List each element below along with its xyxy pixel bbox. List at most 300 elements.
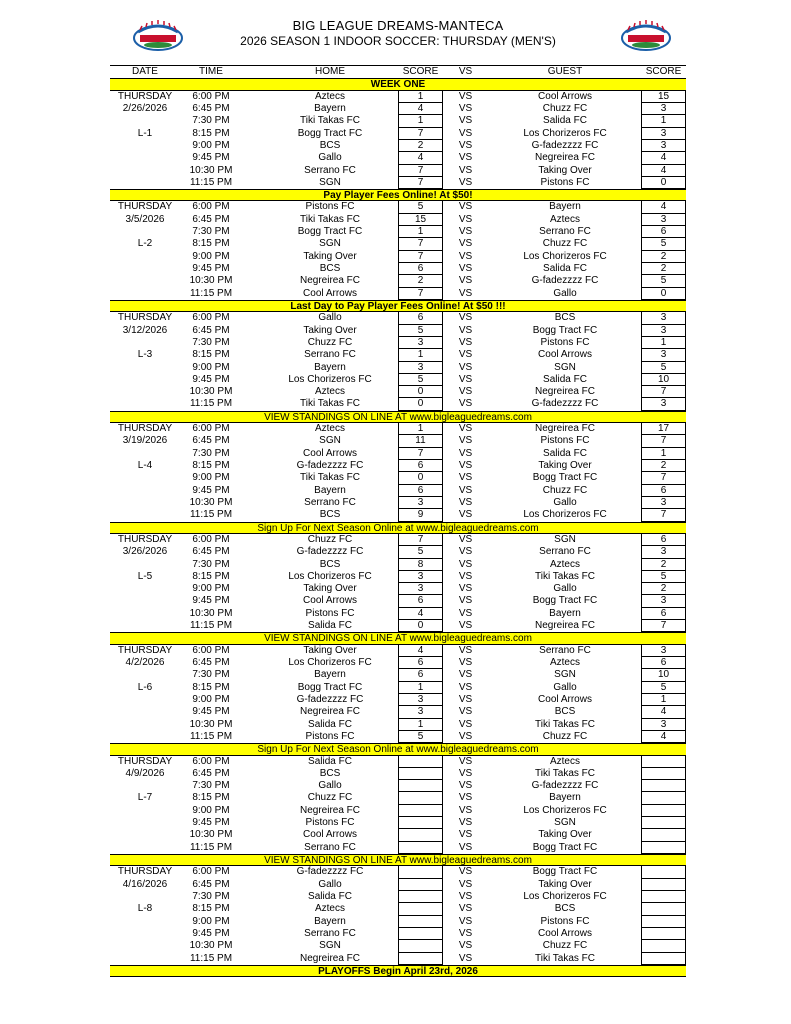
- game-row: [110, 559, 686, 571]
- home-team: Bayern: [314, 915, 346, 927]
- guest-team: Bayern: [549, 607, 581, 619]
- guest-score-box: 3: [641, 128, 686, 140]
- guest-score-box: 6: [641, 608, 686, 620]
- game-row: [110, 669, 686, 681]
- home-team: Salida FC: [308, 890, 352, 902]
- page-subtitle: 2026 SEASON 1 INDOOR SOCCER: THURSDAY (MEN'S): [240, 34, 556, 48]
- guest-score-box: 3: [641, 546, 686, 558]
- guest-score-box: [641, 953, 686, 965]
- vs-label: VS: [458, 841, 473, 853]
- home-team: Negreirea FC: [299, 804, 361, 816]
- guest-team: Pistons FC: [540, 176, 590, 188]
- game-row: [110, 325, 686, 337]
- guest-score-box: 17: [641, 423, 686, 435]
- announcement-banner: Pay Player Fees Online! At $50!: [110, 189, 686, 201]
- home-score-box: 5: [398, 731, 443, 743]
- home-team: Los Chorizeros FC: [288, 373, 372, 385]
- week-block: [110, 423, 686, 534]
- col-guest-score-header: SCORE: [645, 66, 682, 77]
- game-row: [110, 534, 686, 546]
- game-time: 6:45 PM: [192, 878, 230, 890]
- vs-label: VS: [458, 693, 473, 705]
- home-team: Tiki Takas FC: [299, 213, 360, 225]
- game-time: 10:30 PM: [189, 496, 233, 508]
- guest-score-box: [641, 756, 686, 768]
- home-team: Chuzz FC: [307, 533, 353, 545]
- home-score-box: 5: [398, 374, 443, 386]
- game-day: THURSDAY: [117, 312, 173, 324]
- guest-team: Taking Over: [538, 164, 592, 176]
- week-block: [110, 91, 686, 202]
- guest-score-box: 2: [641, 460, 686, 472]
- column-header-row: [110, 65, 686, 78]
- home-score-box: 6: [398, 657, 443, 669]
- vs-label: VS: [458, 669, 473, 681]
- game-time: 6:45 PM: [192, 102, 230, 114]
- announcement-banner: Last Day to Pay Player Fees Online! At $50 !!!: [110, 300, 686, 312]
- guest-team: Tiki Takas FC: [534, 718, 595, 730]
- vs-label: VS: [458, 90, 473, 102]
- game-row: [110, 719, 686, 731]
- game-row: [110, 423, 686, 435]
- vs-label: VS: [458, 718, 473, 730]
- game-row: [110, 694, 686, 706]
- game-row: [110, 275, 686, 287]
- game-time: 11:15 PM: [189, 176, 233, 188]
- guest-score-box: [641, 780, 686, 792]
- home-team: Chuzz FC: [307, 792, 353, 804]
- game-date: 4/9/2026: [125, 767, 165, 779]
- home-team: Bogg Tract FC: [297, 226, 363, 238]
- home-team: G-fadezzzz FC: [296, 546, 364, 558]
- guest-score-box: 3: [641, 595, 686, 607]
- vs-label: VS: [458, 238, 473, 250]
- game-row: [110, 362, 686, 374]
- home-team: Tiki Takas FC: [299, 115, 360, 127]
- guest-team: Bogg Tract FC: [532, 324, 598, 336]
- game-time: 6:00 PM: [192, 201, 230, 213]
- game-time: 6:00 PM: [192, 866, 230, 878]
- home-team: Bayern: [314, 669, 346, 681]
- home-score-box: [398, 842, 443, 854]
- week-label: L-3: [137, 349, 153, 361]
- game-row: [110, 448, 686, 460]
- home-team: Negreirea FC: [299, 275, 361, 287]
- game-row: [110, 152, 686, 164]
- game-time: 8:15 PM: [192, 127, 230, 139]
- home-team: SGN: [319, 238, 341, 250]
- guest-score-box: 1: [641, 694, 686, 706]
- home-team: Aztecs: [314, 423, 345, 435]
- home-score-box: 11: [398, 435, 443, 447]
- game-time: 6:45 PM: [192, 435, 230, 447]
- game-time: 8:15 PM: [192, 903, 230, 915]
- home-team: G-fadezzzz FC: [296, 866, 364, 878]
- home-score-box: 4: [398, 103, 443, 115]
- guest-score-box: 3: [641, 645, 686, 657]
- game-time: 9:00 PM: [192, 361, 230, 373]
- weeks-container: [110, 91, 686, 978]
- guest-score-box: 6: [641, 534, 686, 546]
- schedule-table: [110, 65, 686, 977]
- home-team: G-fadezzzz FC: [296, 460, 364, 471]
- game-row: [110, 891, 686, 903]
- vs-label: VS: [458, 164, 473, 176]
- game-time: 10:30 PM: [189, 386, 233, 398]
- home-team: Gallo: [318, 780, 342, 792]
- home-score-box: [398, 829, 443, 841]
- vs-label: VS: [458, 115, 473, 127]
- game-row: [110, 953, 686, 965]
- game-time: 9:45 PM: [192, 927, 230, 939]
- home-score-box: 15: [398, 214, 443, 226]
- game-time: 9:00 PM: [192, 583, 230, 595]
- guest-team: Negreirea FC: [534, 152, 596, 164]
- game-time: 6:00 PM: [192, 755, 230, 767]
- home-score-box: [398, 792, 443, 804]
- home-score-box: 5: [398, 325, 443, 337]
- guest-score-box: 2: [641, 583, 686, 595]
- game-time: 11:15 PM: [189, 398, 233, 410]
- home-team: Gallo: [318, 152, 342, 164]
- game-time: 9:00 PM: [192, 804, 230, 816]
- home-team: Serrano FC: [304, 841, 356, 853]
- home-score-box: [398, 940, 443, 952]
- game-time: 10:30 PM: [189, 940, 233, 952]
- game-row: [110, 165, 686, 177]
- game-row: [110, 768, 686, 780]
- vs-label: VS: [458, 792, 473, 804]
- guest-team: Gallo: [553, 287, 577, 299]
- col-vs-header: VS: [458, 66, 473, 77]
- guest-team: Tiki Takas FC: [534, 767, 595, 779]
- home-score-box: 0: [398, 386, 443, 398]
- vs-label: VS: [458, 927, 473, 939]
- game-time: 7:30 PM: [192, 780, 230, 792]
- game-row: [110, 571, 686, 583]
- guest-team: Taking Over: [538, 829, 592, 841]
- game-row: [110, 879, 686, 891]
- guest-score-box: 3: [641, 349, 686, 361]
- guest-team: Salida FC: [543, 373, 587, 385]
- week-block: [110, 756, 686, 867]
- game-row: [110, 497, 686, 509]
- vs-label: VS: [458, 509, 473, 521]
- home-score-box: 7: [398, 177, 443, 189]
- game-time: 11:15 PM: [189, 952, 233, 964]
- week-label: L-4: [137, 460, 153, 471]
- guest-team: Salida FC: [543, 115, 587, 127]
- guest-team: BCS: [554, 903, 576, 915]
- vs-label: VS: [458, 730, 473, 742]
- game-row: [110, 263, 686, 275]
- guest-score-box: 2: [641, 263, 686, 275]
- week-block: [110, 645, 686, 756]
- home-score-box: 0: [398, 620, 443, 632]
- home-score-box: 8: [398, 559, 443, 571]
- game-time: 10:30 PM: [189, 164, 233, 176]
- home-score-box: 1: [398, 226, 443, 238]
- guest-score-box: 2: [641, 559, 686, 571]
- guest-team: Tiki Takas FC: [534, 570, 595, 582]
- home-score-box: 6: [398, 263, 443, 275]
- guest-score-box: 7: [641, 386, 686, 398]
- game-time: 9:45 PM: [192, 484, 230, 496]
- guest-score-box: 5: [641, 238, 686, 250]
- home-team: SGN: [319, 176, 341, 188]
- guest-score-box: 5: [641, 275, 686, 287]
- game-row: [110, 472, 686, 484]
- game-row: [110, 288, 686, 300]
- home-team: Cool Arrows: [303, 829, 357, 841]
- game-row: [110, 374, 686, 386]
- home-score-box: [398, 866, 443, 878]
- game-row: [110, 398, 686, 410]
- home-team: G-fadezzzz FC: [296, 693, 364, 705]
- game-row: [110, 756, 686, 768]
- game-time: 6:45 PM: [192, 767, 230, 779]
- game-time: 7:30 PM: [192, 669, 230, 681]
- home-score-box: 7: [398, 288, 443, 300]
- guest-team: Tiki Takas FC: [534, 952, 595, 964]
- game-row: [110, 546, 686, 558]
- home-team: SGN: [319, 435, 341, 447]
- game-row: [110, 682, 686, 694]
- home-score-box: 4: [398, 608, 443, 620]
- home-team: Taking Over: [303, 324, 357, 336]
- home-team: Gallo: [318, 312, 342, 324]
- game-time: 9:00 PM: [192, 693, 230, 705]
- vs-label: VS: [458, 472, 473, 484]
- vs-label: VS: [458, 435, 473, 447]
- guest-team: SGN: [554, 669, 576, 681]
- guest-score-box: 5: [641, 362, 686, 374]
- home-team: Bayern: [314, 484, 346, 496]
- game-time: 11:15 PM: [189, 620, 233, 632]
- home-team: Negreirea FC: [299, 706, 361, 718]
- game-row: [110, 337, 686, 349]
- guest-team: Gallo: [553, 583, 577, 595]
- game-time: 7:30 PM: [192, 447, 230, 459]
- week-label: L-7: [137, 792, 153, 804]
- guest-score-box: 3: [641, 312, 686, 324]
- game-time: 10:30 PM: [189, 275, 233, 287]
- guest-team: Chuzz FC: [542, 102, 588, 114]
- game-time: 8:15 PM: [192, 238, 230, 250]
- vs-label: VS: [458, 152, 473, 164]
- home-team: Taking Over: [303, 250, 357, 262]
- game-row: [110, 460, 686, 472]
- guest-team: Serrano FC: [539, 226, 591, 238]
- game-row: [110, 928, 686, 940]
- guest-score-box: 6: [641, 485, 686, 497]
- home-team: Cool Arrows: [303, 447, 357, 459]
- vs-label: VS: [458, 546, 473, 558]
- vs-label: VS: [458, 644, 473, 656]
- game-day: THURSDAY: [117, 866, 173, 878]
- home-team: Salida FC: [308, 718, 352, 730]
- vs-label: VS: [458, 213, 473, 225]
- game-date: 4/16/2026: [122, 878, 168, 890]
- guest-team: Bayern: [549, 792, 581, 804]
- guest-score-box: 4: [641, 152, 686, 164]
- game-time: 9:45 PM: [192, 817, 230, 829]
- home-team: Serrano FC: [304, 349, 356, 361]
- home-score-box: 1: [398, 91, 443, 103]
- game-row: [110, 140, 686, 152]
- guest-team: Chuzz FC: [542, 730, 588, 742]
- home-team: Tiki Takas FC: [299, 398, 360, 410]
- home-score-box: 7: [398, 165, 443, 177]
- guest-team: Los Chorizeros FC: [523, 804, 607, 816]
- guest-score-box: 2: [641, 251, 686, 263]
- announcement-banner: Sign Up For Next Season Online at www.bigleaguedreams.com: [110, 743, 686, 755]
- vs-label: VS: [458, 496, 473, 508]
- vs-label: VS: [458, 817, 473, 829]
- game-row: [110, 386, 686, 398]
- game-day: THURSDAY: [117, 423, 173, 435]
- announcement-banner: PLAYOFFS Begin April 23rd, 2026: [110, 965, 686, 977]
- game-time: 9:00 PM: [192, 915, 230, 927]
- vs-label: VS: [458, 940, 473, 952]
- week-label: L-6: [137, 681, 153, 693]
- announcement-banner: VIEW STANDINGS ON LINE AT www.bigleaguedreams.com: [110, 854, 686, 866]
- home-score-box: 7: [398, 238, 443, 250]
- game-time: 9:45 PM: [192, 706, 230, 718]
- vs-label: VS: [458, 250, 473, 262]
- home-team: Cool Arrows: [303, 287, 357, 299]
- vs-label: VS: [458, 595, 473, 607]
- guest-team: BCS: [554, 706, 576, 718]
- guest-team: Bogg Tract FC: [532, 866, 598, 878]
- week-block: [110, 866, 686, 977]
- vs-label: VS: [458, 903, 473, 915]
- home-team: Taking Over: [303, 644, 357, 656]
- guest-score-box: 4: [641, 706, 686, 718]
- vs-label: VS: [458, 361, 473, 373]
- home-score-box: 4: [398, 152, 443, 164]
- game-time: 8:15 PM: [192, 570, 230, 582]
- guest-team: G-fadezzzz FC: [531, 275, 599, 287]
- vs-label: VS: [458, 952, 473, 964]
- game-time: 9:45 PM: [192, 595, 230, 607]
- guest-score-box: 3: [641, 325, 686, 337]
- guest-team: Aztecs: [549, 558, 580, 570]
- guest-team: Aztecs: [549, 657, 580, 668]
- game-time: 6:45 PM: [192, 213, 230, 225]
- home-team: Bogg Tract FC: [297, 127, 363, 139]
- game-time: 8:15 PM: [192, 349, 230, 361]
- home-team: Bayern: [314, 102, 346, 114]
- guest-score-box: [641, 768, 686, 780]
- guest-team: Chuzz FC: [542, 940, 588, 952]
- vs-label: VS: [458, 681, 473, 693]
- week-one-banner: WEEK ONE: [110, 78, 686, 90]
- guest-team: Aztecs: [549, 755, 580, 767]
- game-row: [110, 608, 686, 620]
- game-time: 6:45 PM: [192, 546, 230, 558]
- guest-team: Salida FC: [543, 263, 587, 274]
- game-row: [110, 91, 686, 103]
- week-label: L-8: [137, 903, 153, 915]
- vs-label: VS: [458, 829, 473, 841]
- guest-team: Bogg Tract FC: [532, 841, 598, 853]
- home-score-box: 3: [398, 337, 443, 349]
- guest-team: Los Chorizeros FC: [523, 509, 607, 521]
- game-day: THURSDAY: [117, 90, 173, 102]
- game-time: 10:30 PM: [189, 829, 233, 841]
- vs-label: VS: [458, 226, 473, 238]
- guest-score-box: 15: [641, 91, 686, 103]
- guest-team: Gallo: [553, 496, 577, 508]
- home-score-box: [398, 903, 443, 915]
- guest-score-box: 3: [641, 140, 686, 152]
- guest-score-box: 3: [641, 497, 686, 509]
- vs-label: VS: [458, 780, 473, 792]
- game-row: [110, 595, 686, 607]
- vs-label: VS: [458, 460, 473, 471]
- home-score-box: 3: [398, 571, 443, 583]
- home-team: Serrano FC: [304, 496, 356, 508]
- game-row: [110, 103, 686, 115]
- vs-label: VS: [458, 398, 473, 410]
- vs-label: VS: [458, 423, 473, 435]
- home-score-box: 4: [398, 645, 443, 657]
- announcement-banner: VIEW STANDINGS ON LINE AT www.bigleaguedreams.com: [110, 411, 686, 423]
- vs-label: VS: [458, 533, 473, 545]
- home-score-box: 1: [398, 423, 443, 435]
- home-score-box: [398, 891, 443, 903]
- home-team: Serrano FC: [304, 164, 356, 176]
- guest-team: Gallo: [553, 681, 577, 693]
- guest-team: SGN: [554, 533, 576, 545]
- game-row: [110, 128, 686, 140]
- game-day: THURSDAY: [117, 644, 173, 656]
- home-score-box: 2: [398, 275, 443, 287]
- home-team: Taking Over: [303, 583, 357, 595]
- vs-label: VS: [458, 349, 473, 361]
- col-time-header: TIME: [199, 66, 223, 77]
- home-team: SGN: [319, 940, 341, 952]
- vs-label: VS: [458, 570, 473, 582]
- game-day: THURSDAY: [117, 201, 173, 213]
- home-team: Gallo: [318, 878, 342, 890]
- game-time: 6:45 PM: [192, 657, 230, 668]
- game-row: [110, 620, 686, 632]
- game-time: 9:45 PM: [192, 373, 230, 385]
- guest-team: Pistons FC: [540, 336, 590, 348]
- game-time: 7:30 PM: [192, 558, 230, 570]
- guest-score-box: [641, 829, 686, 841]
- home-score-box: 5: [398, 546, 443, 558]
- guest-score-box: 4: [641, 731, 686, 743]
- guest-score-box: 7: [641, 509, 686, 521]
- home-score-box: 7: [398, 251, 443, 263]
- home-team: Aztecs: [314, 90, 345, 102]
- game-row: [110, 842, 686, 854]
- home-team: Bayern: [314, 361, 346, 373]
- home-score-box: 3: [398, 497, 443, 509]
- vs-label: VS: [458, 890, 473, 902]
- guest-score-box: [641, 817, 686, 829]
- game-time: 7:30 PM: [192, 226, 230, 238]
- game-row: [110, 583, 686, 595]
- vs-label: VS: [458, 312, 473, 324]
- game-time: 11:15 PM: [189, 730, 233, 742]
- vs-label: VS: [458, 866, 473, 878]
- home-team: BCS: [319, 263, 341, 274]
- guest-team: SGN: [554, 817, 576, 829]
